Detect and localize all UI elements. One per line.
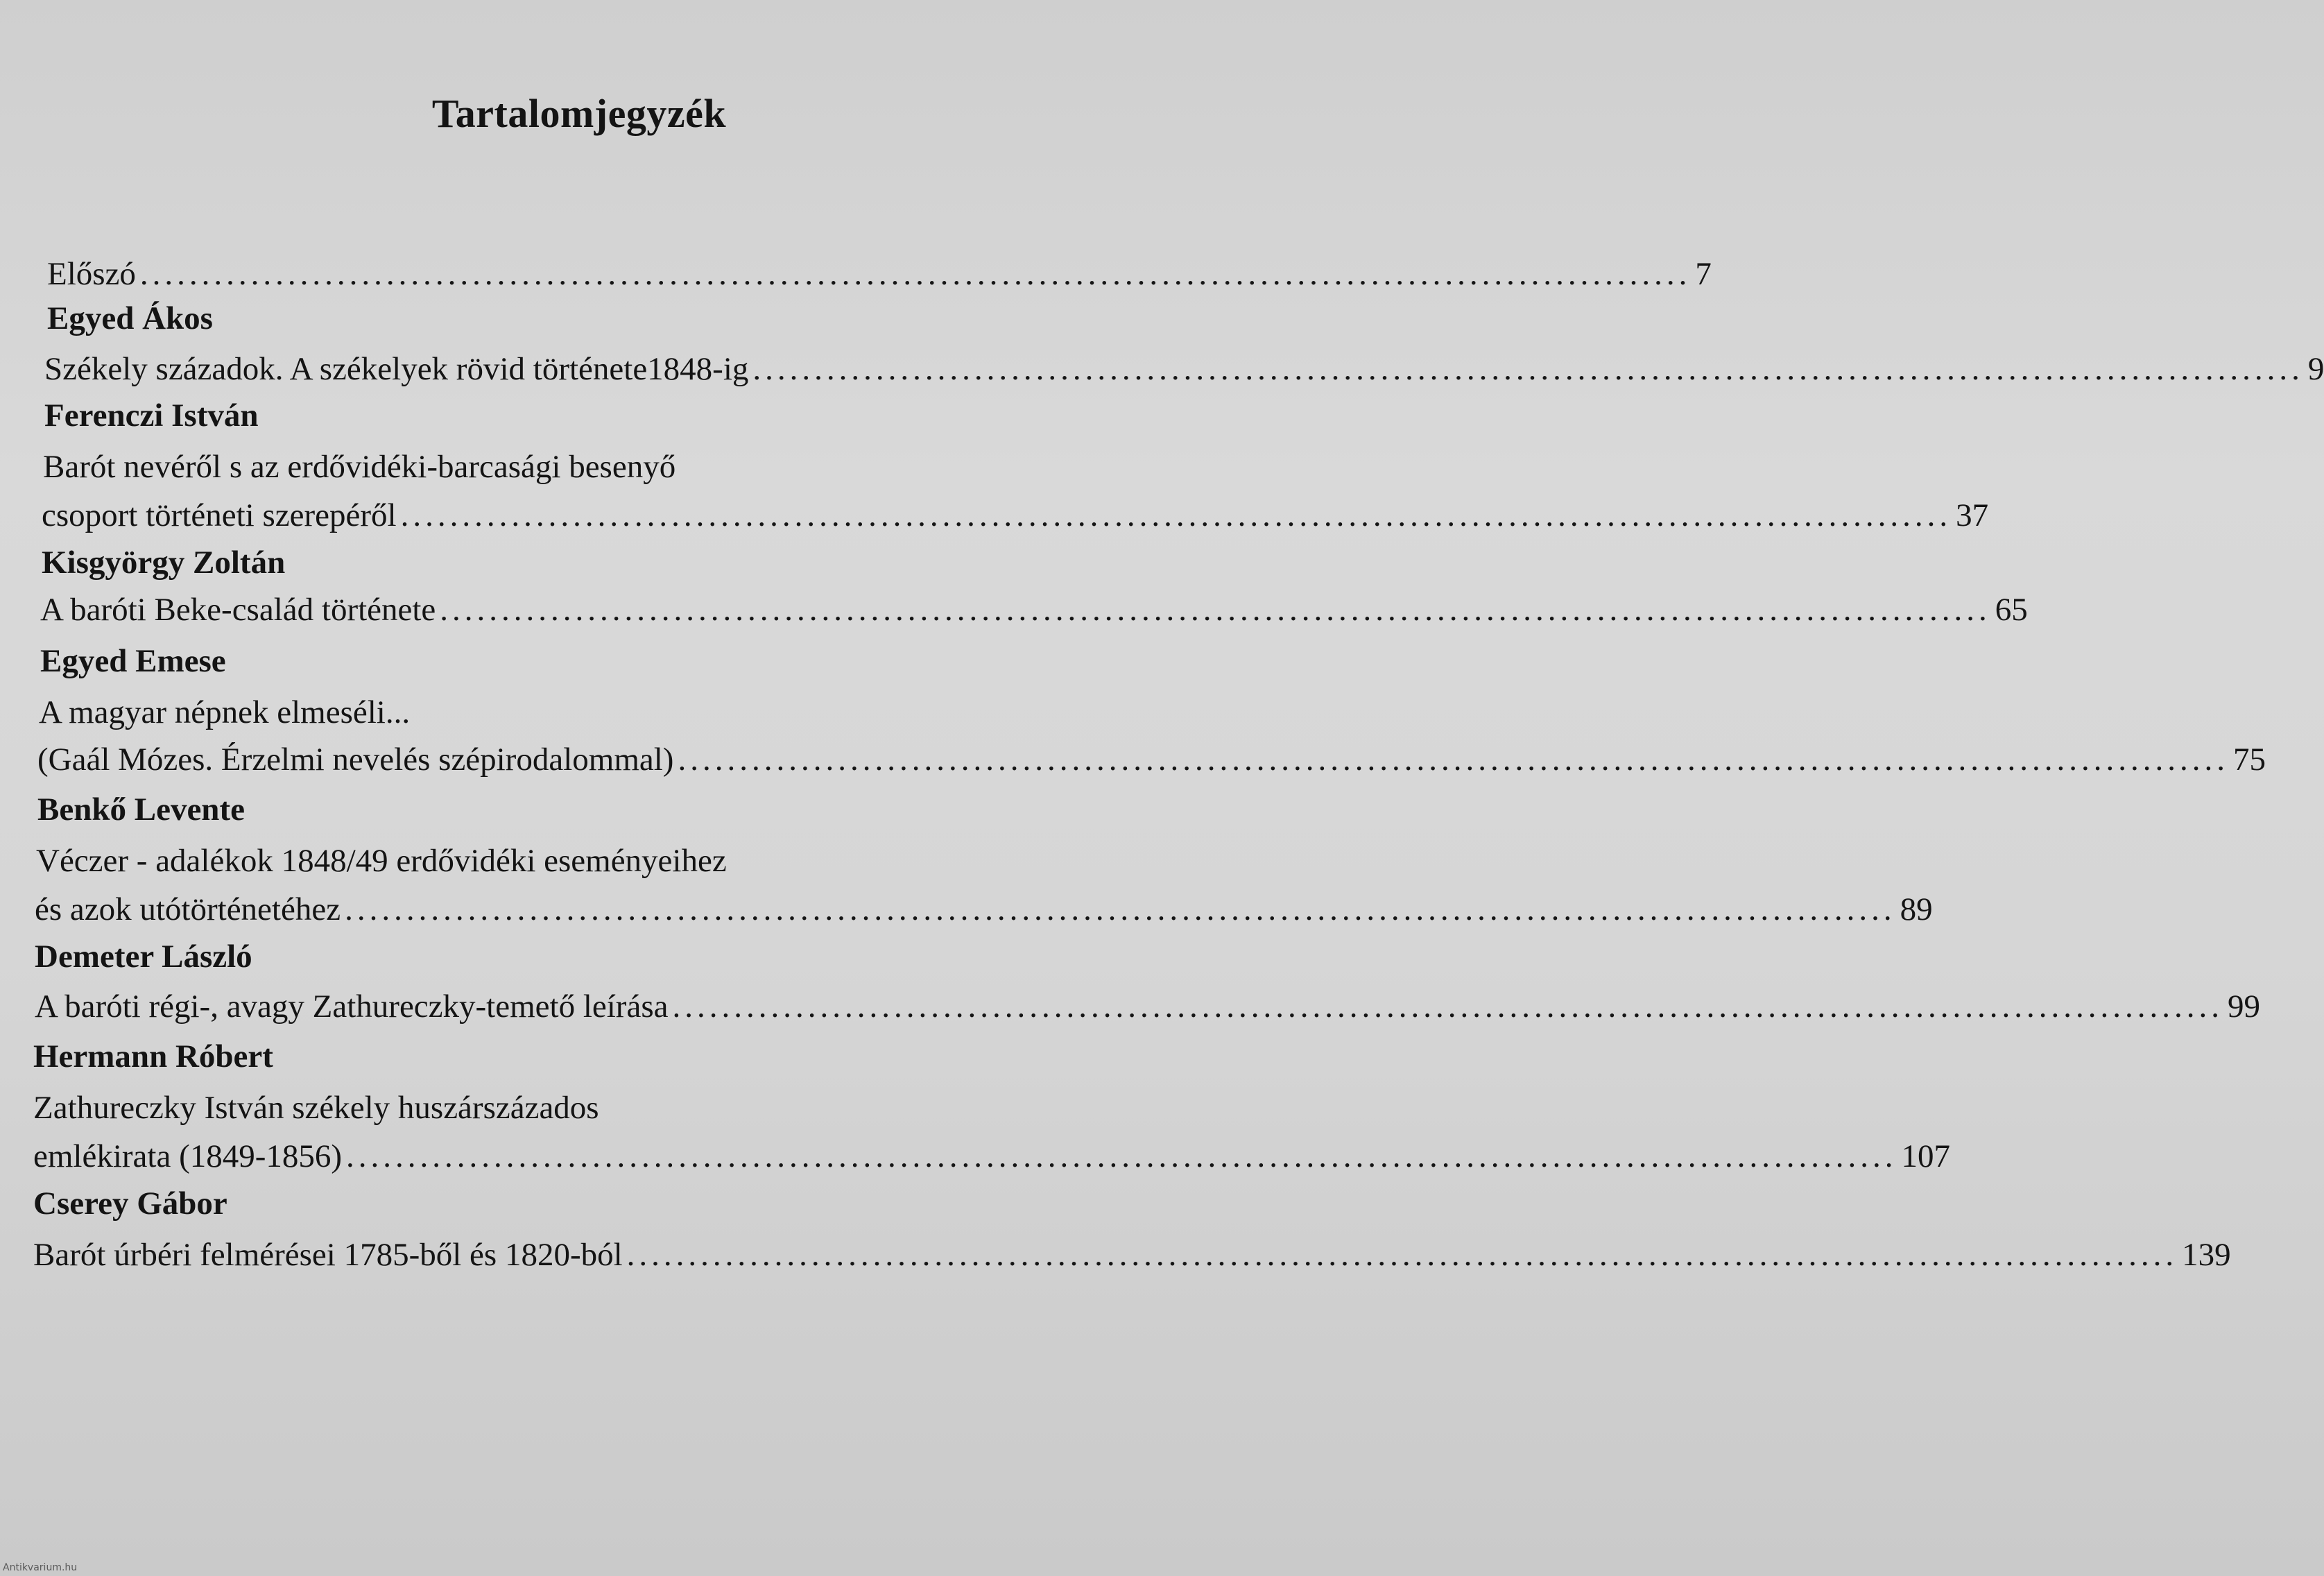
watermark-text: Antikvarium.hu [3,1562,78,1573]
toc-entry-title: Székely századok. A székelyek rövid története1848-ig [44,351,749,387]
leader-dots: .............................................................................................................................. [345,891,1896,927]
toc-entry [37,741,2266,778]
toc-entry [44,350,2324,388]
toc-entry-title: (Gaál Mózes. Érzelmi nevelés szépirodalommal) [37,742,674,778]
toc-entry-page: 89 [1900,891,1933,927]
toc-author: Kisgyörgy Zoltán [42,545,286,581]
toc-entry-title-line: Véczer - adalékok 1848/49 erdővidéki eseményeihez [36,843,727,879]
leader-dots: .............................................................................................................................. [400,497,1952,533]
toc-entry-title: csoport történeti szerepéről [42,497,397,533]
leader-dots: .............................................................................................................................. [139,256,1692,292]
toc-entry-title: emlékirata (1849-1856) [33,1138,343,1174]
toc-author: Cserey Gábor [33,1185,227,1222]
toc-author: Hermann Róbert [33,1038,273,1074]
toc-entry-page: 99 [2227,988,2260,1025]
toc-entry [33,1236,2231,1274]
toc-entry-page: 65 [1995,592,2028,628]
toc-entry [33,1138,1951,1175]
leader-dots: .............................................................................................................................. [678,742,2229,778]
toc-entry-title-line: Barót nevéről s az erdővidéki-barcasági besenyő [43,449,676,485]
leader-dots: .............................................................................................................................. [752,351,2304,387]
toc-author: Egyed Ákos [47,300,213,336]
leader-dots: .............................................................................................................................. [672,988,2223,1025]
toc-author: Benkő Levente [37,791,245,828]
toc-entry-title: Barót úrbéri felmérései 1785-ből és 1820-ból [33,1237,623,1273]
toc-entry-page: 139 [2182,1237,2231,1273]
toc-entry-title: A baróti régi-, avagy Zathureczky-temető leírása [35,988,669,1025]
toc-author: Demeter László [35,939,252,975]
toc-entry-title: Előszó [47,256,136,292]
leader-dots: .............................................................................................................................. [440,592,1991,628]
toc-entry-page: 9 [2307,351,2324,387]
leader-dots: .............................................................................................................................. [626,1237,2178,1273]
page-title: Tartalomjegyzék [431,91,727,136]
toc-entry-preface [47,255,1712,293]
toc-entry-title: és azok utótörténetéhez [35,891,341,927]
toc-entry [42,497,1989,534]
toc-entry-page: 7 [1695,256,1712,292]
leader-dots: .............................................................................................................................. [346,1138,1897,1174]
toc-author: Ferenczi István [44,397,259,434]
toc-entry-page: 37 [1956,497,1989,533]
toc-entry-page: 107 [1901,1138,1951,1174]
toc-entry-title: A baróti Beke-család története [40,592,436,628]
toc-entry-title-line: A magyar népnek elmeséli... [39,694,411,730]
toc-entry-title-line: Zathureczky István székely huszárszázados [33,1090,599,1126]
toc-entry [35,988,2260,1025]
toc-author: Egyed Emese [40,643,226,679]
toc-entry [35,891,1933,928]
toc-entry-page: 75 [2232,742,2266,778]
toc-entry [40,591,2028,628]
